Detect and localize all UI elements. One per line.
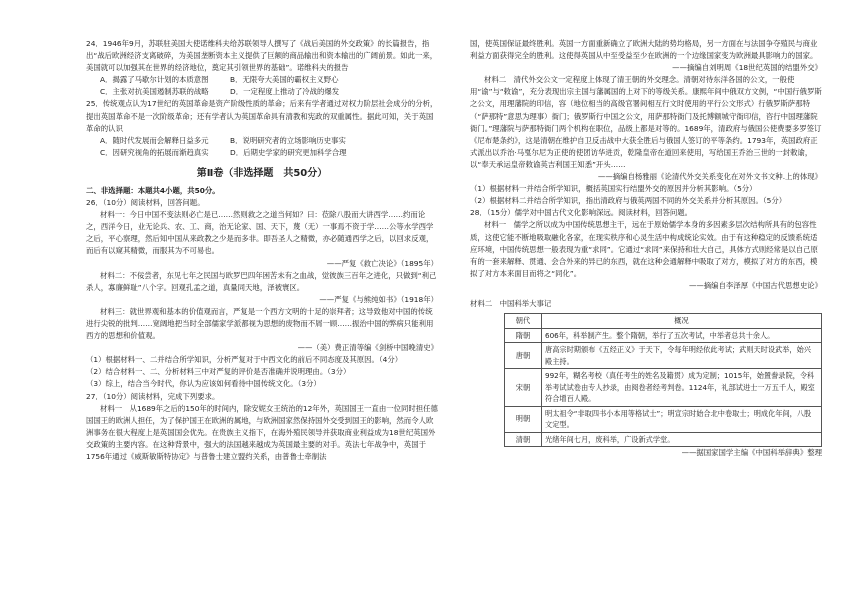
table-header-desc: 概况 — [542, 314, 822, 329]
table-cell-desc: 明太祖令“非取四书小本用等格试士”；明宣宗时始合北中卷取士；明成化年间，八股文定型。 — [542, 406, 822, 432]
table-source: ——据国家国学主编《中国科举辞典》整理 — [681, 448, 822, 458]
option-c: C．主张对抗美国遏制苏联的战略 — [100, 87, 209, 97]
material-3-source: ——（美）费正清等编《剑桥中国晚清史》 — [297, 343, 438, 353]
table-cell-era: 隋朝 — [505, 328, 542, 343]
option-b: B．说明研究者的立场影响历史事实 — [230, 135, 346, 145]
q27-material-1: 材料一 从1689年之后的150年的时间内，除安妮女王统治的12年外，英国国王一直由一位同时担任德国国王的欧洲人担任，为了保护国王在欧洲的属地，与欧洲国家然保持国外交受到国王的影响，然而令人欧洲事务在很大程度上是英国国会优先。在贵族主义指下，在海外殖民领导并获取商业利益成为18世纪英国外交政策的主要内容。在这种背景中，强大的法国越来越成为英国最主要的对手。英法七年战争中，英国于1756年通过《威斯敏斯特协定》与普鲁士建立盟约关系，由普鲁士牵制法 — [86, 403, 438, 461]
material-1-source: ——严复《救亡决论》（1895年） — [326, 258, 438, 268]
table-cell-era: 宋朝 — [505, 369, 542, 407]
question-25: 25．传统观点认为17世纪的英国革命是资产阶级性质的革命；后来有学者通过对权力阶层社会成分的分析，提出英国革命不是一次阶级革命；还有学者认为英国革命具有清教和宪政的双重属性。据此可知，关于英国革命的认识 — [86, 99, 438, 133]
material-2-source: ——严复《与熊纯如书》（1918年） — [319, 294, 438, 304]
question-24: 24．1946年9月，苏联驻美国大使诺维科夫给苏联领导人撰写了《战后美国的外交政策》的长篇报告，指出“战后欧洲经济支离破碎，为美国垄断资本主义提供了巨额的商品输出和资本输出的广阔前景。如此一来，美国就可以加强其在世界的经济地位，奠定其引领世界的基础”。诺维科夫的报告 — [86, 39, 438, 73]
q27-material-2-source: ——摘编自杨雅丽《论清代外交关系变化在对外文书文种.上的体现》 — [597, 172, 822, 182]
table-cell-desc: 唐高宗时期颁布《五经正义》于天下，令每年明经依此考试；武则天时设武举，始兴殿主持。 — [542, 343, 822, 369]
question-24-options — [86, 74, 438, 98]
table-cell-desc: 光绪年间七月，废科举，广设新式学堂。 — [542, 432, 822, 447]
material-3: 材料三：就世界观和基本的价值观而言，严复是一个西方文明的十足的崇拜者；这导致他对中国的传统进行尖锐的批判……宽阔地把当时全部儒家学派都视为思想的废物而不屑一顾……振治中国的弊病只能利用西方的思想和价值观。 — [86, 306, 434, 341]
material-1: 材料一：今日中国不变法则必亡是已……然则救之之道当何如？曰：莅除八股而大讲西学……约而论之，西洋今日，业无论兵、农、工、商，治无论家、国、天下，蔑（无）一事焉不资于学……公等水学西学之后，平心察理，然后知中国从来政教之少是而多非。即吾圣人之精微，亦必随通西学之后，以回求反观，而后有以窥其精微，而服其为不可易也。 — [86, 210, 434, 256]
option-c: C．因研究视角的拓展而渐趋真实 — [100, 147, 209, 157]
table-cell-era: 清朝 — [505, 432, 542, 447]
table-cell-desc: 606年，科举制产生。整个隋朝，举行了五次考试，中举者总共十余人。 — [542, 328, 822, 343]
material-2: 材料二：不佞尝者，东见七年之民国与欧罗巴四年困苦未有之血战，觉彼族三百年之进化，只做到“利己杀人，寡廉鲜耻”八个字。回观孔孟之道，真量同天地，泽被寰区。 — [86, 270, 437, 292]
table-cell-era: 明朝 — [505, 406, 542, 432]
keju-table — [504, 313, 822, 447]
question-27-head: 27．（10分）阅读材料，完成下列要求。 — [86, 391, 220, 401]
table-row — [505, 406, 822, 432]
table-cell-era: 唐朝 — [505, 343, 542, 369]
part-2-title: 第Ⅱ卷（非选择题 共50分） — [196, 167, 328, 179]
q27-item-1: （1）根据材料一并结合所学知识，概括英国实行结盟外交的原因并分析其影响。（5分） — [470, 184, 757, 194]
table-row — [505, 432, 822, 447]
q27-material-1-cont: 国，使英国保证最终胜利。英国一方面重新确立了欧洲大陆的势均格局，另一方面在与法国争夺殖民与商业利益方面获得完全的胜利。这使得英国从中至受益至少在欧洲的一个边缘国家变为欧洲最具影响力的国家。 — [470, 39, 818, 61]
option-a: A．随时代发展而会解释日益多元 — [100, 135, 209, 145]
q28-material-1: 材料一 儒学之所以成为中国传统思想主干，远在于原始儒学本身的多因素多层次结构所具有的包容性质，这使它能不断地吸取融化各家，在现实秩序和心灵生活中构成统论实效。由于有这种稳定的反馈系统适应环境，中国传统思想一般表现为重“求同”。它通过“求同”来保持和壮大自己，具体方式则经常是以自己原有的一套来解释、贯通、会合外来的异已的东西，就在这种会通解释中吸取了对方，模拟了对方的东西，模拟了对方本来面目而将之“同化”。 — [470, 220, 818, 278]
question-26-head: 26．（10分）阅读材料，回答问题。 — [86, 198, 205, 208]
q27-material-1-source: ——摘编自刘明周《18世纪英国的结盟外交》 — [672, 63, 822, 73]
table-cell-desc: 992年，糊名考校（真任考生的姓名及籍贯）成为定制；1015年，始置誊录院，令科举考试试卷由专人抄录，由阅卷者经考判卷。1124年，礼部试进士一万五千人，殿室符合增百人殿。 — [542, 369, 822, 407]
option-b: B．无限夸大美国的霸权主义野心 — [230, 75, 339, 85]
q26-item-1: （1）根据材料一、二并结合所学知识，分析严复对于中西文化的前后不同态度及其原因。（4分） — [86, 355, 403, 365]
question-28-head: 28．（15分）儒学对中国古代文化影响深远。阅读材料，回答问题。 — [470, 208, 693, 218]
q27-material-2: 材料二 清代外交公文一定程度上体现了清王朝的外交理念。清朝对待东洋各国的公文，一般使用“谕”与“敕谕”，充分表现出宗主国与藩属国的上对下的等级关系。康熙年间中俄双方文例，“中国行俄罗斯之公文，用理藩院的印信，容（地位相当的高级官署间相互行文时使用的平行公文形式）行俄罗斯萨那特（“萨那特”意思为理事）衙门；俄罗斯行中国之公文，用萨那特衙门及托博额城守衙印信，咨行中国理藩院衙门。”理藩院与萨那特衙门两个机构在职位，品级上都是对等的。1689年，清政府与俄国公使费要多罗签订《尼布楚条约》，这是清朝在维护自卫反击战中大获全胜后与俄国人签订的平等条约。1793年，英国政府正式派出以乔治·马戛尔尼为正使的使团访华进贡，乾隆皇帝在道回来使用，写给国王乔治三世的一封敕谕，以“奉天承运皇帝敕谕英吉利国王知悉”开头…… — [470, 75, 822, 169]
left-column — [86, 38, 438, 463]
q28-material-1-source: ——摘编自李泽厚《中国古代思想史论》 — [688, 280, 822, 290]
option-a: A．揭露了马歇尔计划的本质意图 — [100, 75, 209, 85]
table-header-row — [505, 314, 822, 329]
q26-item-2: （2）结合材料一、二、分析材料三中对严复的评价是否准确并说明理由。（3分） — [86, 367, 351, 377]
table-caption: 材料二 中国科举大事记 — [470, 298, 552, 308]
right-column — [470, 38, 822, 459]
option-d: D．后期史学家的研究更加科学合理 — [230, 147, 347, 157]
q26-item-3: （3）综上，结合当今时代，你认为应该如何看待中国传统文化。（3分） — [86, 379, 321, 389]
table-row — [505, 343, 822, 369]
part-2-note: 二、非选择题：本题共4小题，共50分。 — [86, 185, 220, 195]
table-row — [505, 369, 822, 407]
table-header-era: 朝代 — [505, 314, 542, 329]
q27-item-2: （2）根据材料二并结合所学知识，指出清政府与俄英两国不同的外交关系并分析其原因。（5分） — [470, 196, 787, 206]
table-row — [505, 328, 822, 343]
option-d: D．一定程度上推动了冷战的爆发 — [230, 87, 340, 97]
question-25-options — [86, 135, 438, 159]
